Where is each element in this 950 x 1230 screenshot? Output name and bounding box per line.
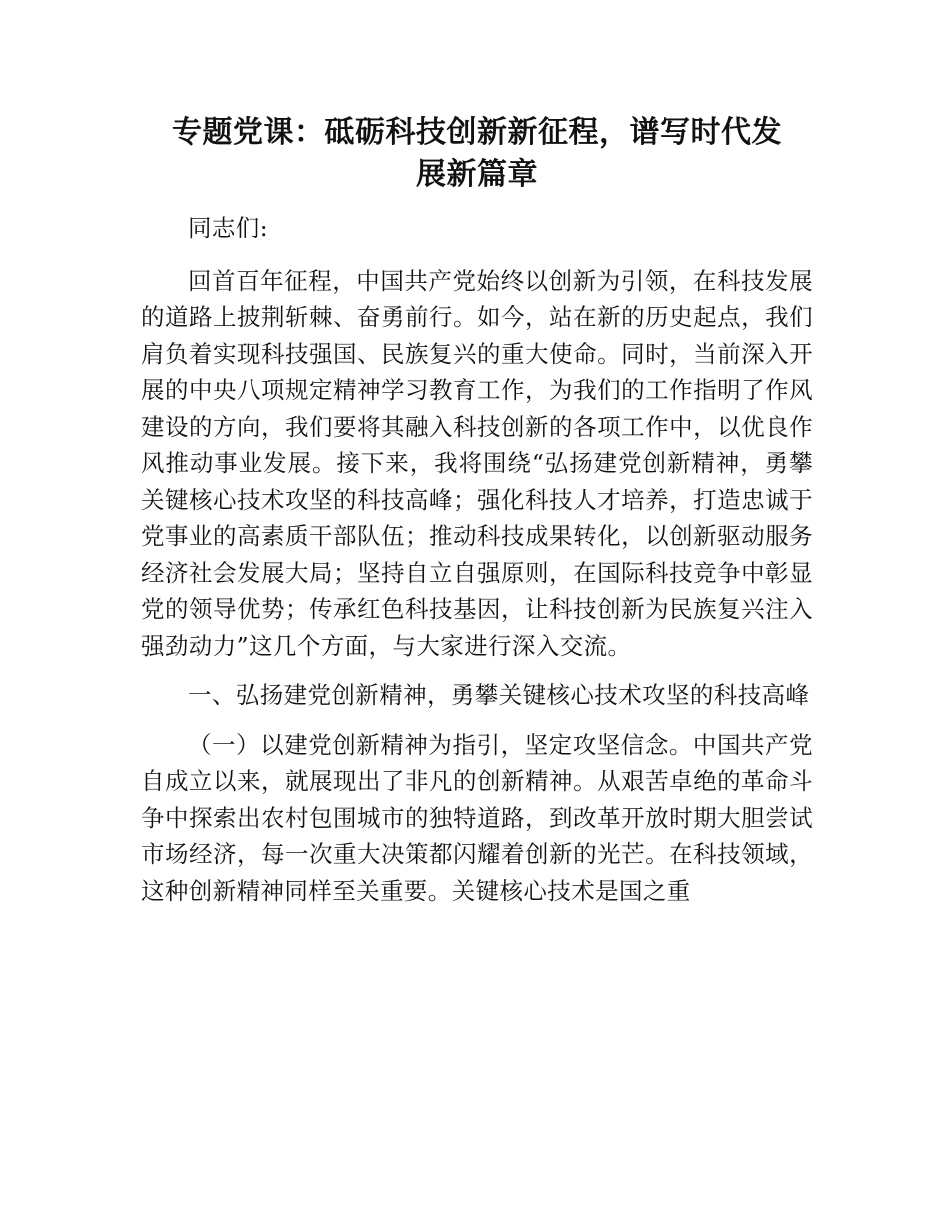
document-title (141, 112, 813, 196)
paragraph-1-1: （一）以建党创新精神为指引，坚定攻坚信念。中国共产党自成立以来，就展现出了非凡的创新精神。从艰苦卓绝的革命斗争中探索出农村包围城市的独特道路，到改革开放时期大胆尝试市场经济，每一次重大决策都闪耀着创新的光芒。在科技领域，这种创新精神同样至关重要。关键核心技术是国之重 (141, 730, 813, 905)
title-line-2: 展新篇章 (416, 157, 538, 192)
salutation: 同志们: (188, 214, 269, 242)
title-line-1: 专题党课：砥砺科技创新新征程，谱写时代发 (172, 115, 782, 150)
paragraph-intro: 回首百年征程，中国共产党始终以创新为引领，在科技发展的道路上披荆斩棘、奋勇前行。如今，站在新的历史起点，我们肩负着实现科技强国、民族复兴的重大使命。同时，当前深入开展的中央八项规定精神学习教育工作，为我们的工作指明了作风建设的方向，我们要将其融入科技创新的各项工作中，以优良作风推动事业发展。接下来，我将围绕“弘扬建党创新精神，勇攀关键核心技术攻坚的科技高峰；强化科技人才培养，打造忠诚于党事业的高素质干部队伍；推动科技成果转化，以创新驱动服务经济社会发展大局；坚持自立自强原则，在国际科技竞争中彰显党的领导优势；传承红色科技基因，让科技创新为民族复兴注入强劲动力”这几个方面，与大家进行深入交流。 (141, 266, 813, 660)
section-heading-1: 一、弘扬建党创新精神，勇攀关键核心技术攻坚的科技高峰 (188, 681, 810, 709)
document-page (141, 112, 813, 922)
